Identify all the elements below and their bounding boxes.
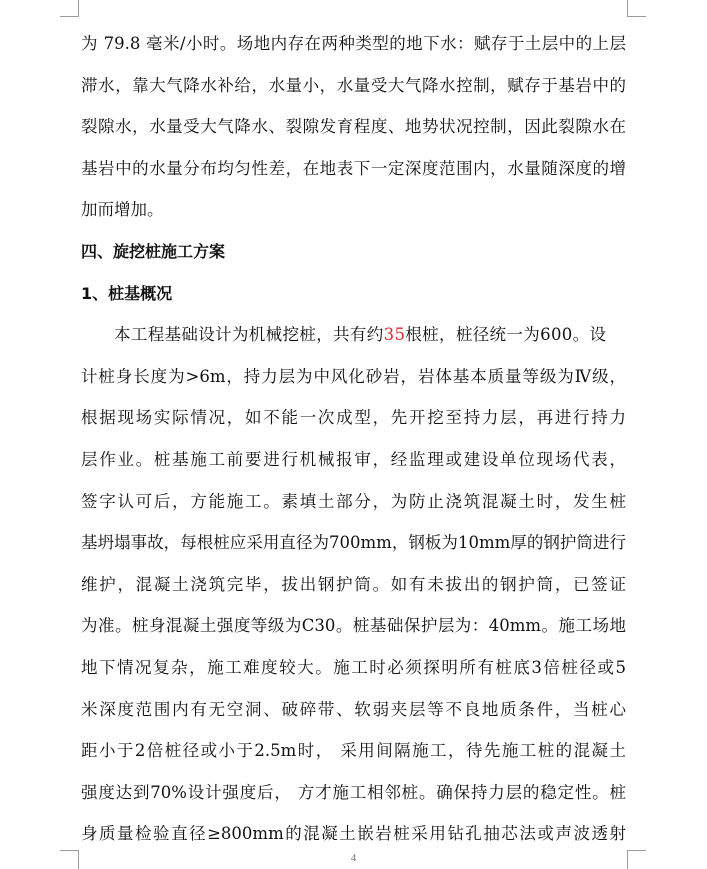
- paragraph-line: 基坍塌事故，每根桩应采用直径为700mm，钢板为10mm厚的钢护筒进行: [81, 533, 626, 553]
- highlighted-number: 35: [383, 325, 406, 345]
- paragraph-line: 滞水，靠大气降水补给，水量小，水量受大气降水控制，赋存于基岩中的: [81, 75, 626, 95]
- paragraph-line: 强度达到70%设计强度后， 方才施工相邻桩。确保持力层的稳定性。桩: [81, 782, 626, 802]
- paragraph-line: 为准。桩身混凝土强度等级为C30。桩基础保护层为：40mm。施工场地: [81, 616, 626, 636]
- paragraph-line: 基岩中的水量分布均匀性差，在地表下一定深度范围内，水量随深度的增: [81, 158, 626, 178]
- page-corner-mark: [627, 0, 646, 17]
- paragraph-line: 裂隙水，水量受大气降水、裂隙发育程度、地势状况控制，因此裂隙水在: [81, 117, 626, 137]
- paragraph-line: 米深度范围内有无空洞、破碎带、软弱夹层等不良地质条件，当桩心: [81, 699, 626, 719]
- section-heading: 四、旋挖桩施工方案: [81, 241, 226, 261]
- paragraph-text: 根桩，桩径统一为600。设: [405, 325, 607, 345]
- paragraph-line: 计桩身长度为>6m，持力层为中风化砂岩，岩体基本质量等级为Ⅳ级，: [81, 366, 626, 386]
- page-number: 4: [350, 852, 357, 864]
- paragraph-line: 加而增加。: [81, 200, 164, 220]
- paragraph-line: 距小于2倍桩径或小于2.5m时， 采用间隔施工，待先施工桩的混凝土: [81, 741, 626, 761]
- paragraph-line: 地下情况复杂，施工难度较大。施工时必须探明所有桩底3倍桩径或5: [81, 657, 626, 677]
- paragraph-line: 层作业。桩基施工前要进行机械报审，经监理或建设单位现场代表，: [81, 449, 626, 469]
- paragraph-line: 为 79.8 毫米/小时。场地内存在两种类型的地下水：赋存于土层中的上层: [81, 34, 626, 53]
- page-corner-mark: [60, 0, 79, 17]
- paragraph-line: 维护，混凝土浇筑完毕，拔出钢护筒。如有未拔出的钢护筒，已签证: [81, 574, 626, 594]
- paragraph-line: 签字认可后，方能施工。素填土部分，为防止浇筑混凝土时，发生桩: [81, 491, 626, 511]
- paragraph-line: 身质量检验直径≥800mm的混凝土嵌岩桩采用钻孔抽芯法或声波透射: [81, 824, 626, 844]
- paragraph-text: 本工程基础设计为机械挖桩，共有约: [114, 325, 384, 345]
- paragraph-first-line: [81, 314, 626, 356]
- document-body: [81, 23, 626, 855]
- subsection-heading: 1、桩基概况: [81, 283, 173, 303]
- paragraph-line: 根据现场实际情况，如不能一次成型，先开挖至持力层，再进行持力: [81, 408, 626, 428]
